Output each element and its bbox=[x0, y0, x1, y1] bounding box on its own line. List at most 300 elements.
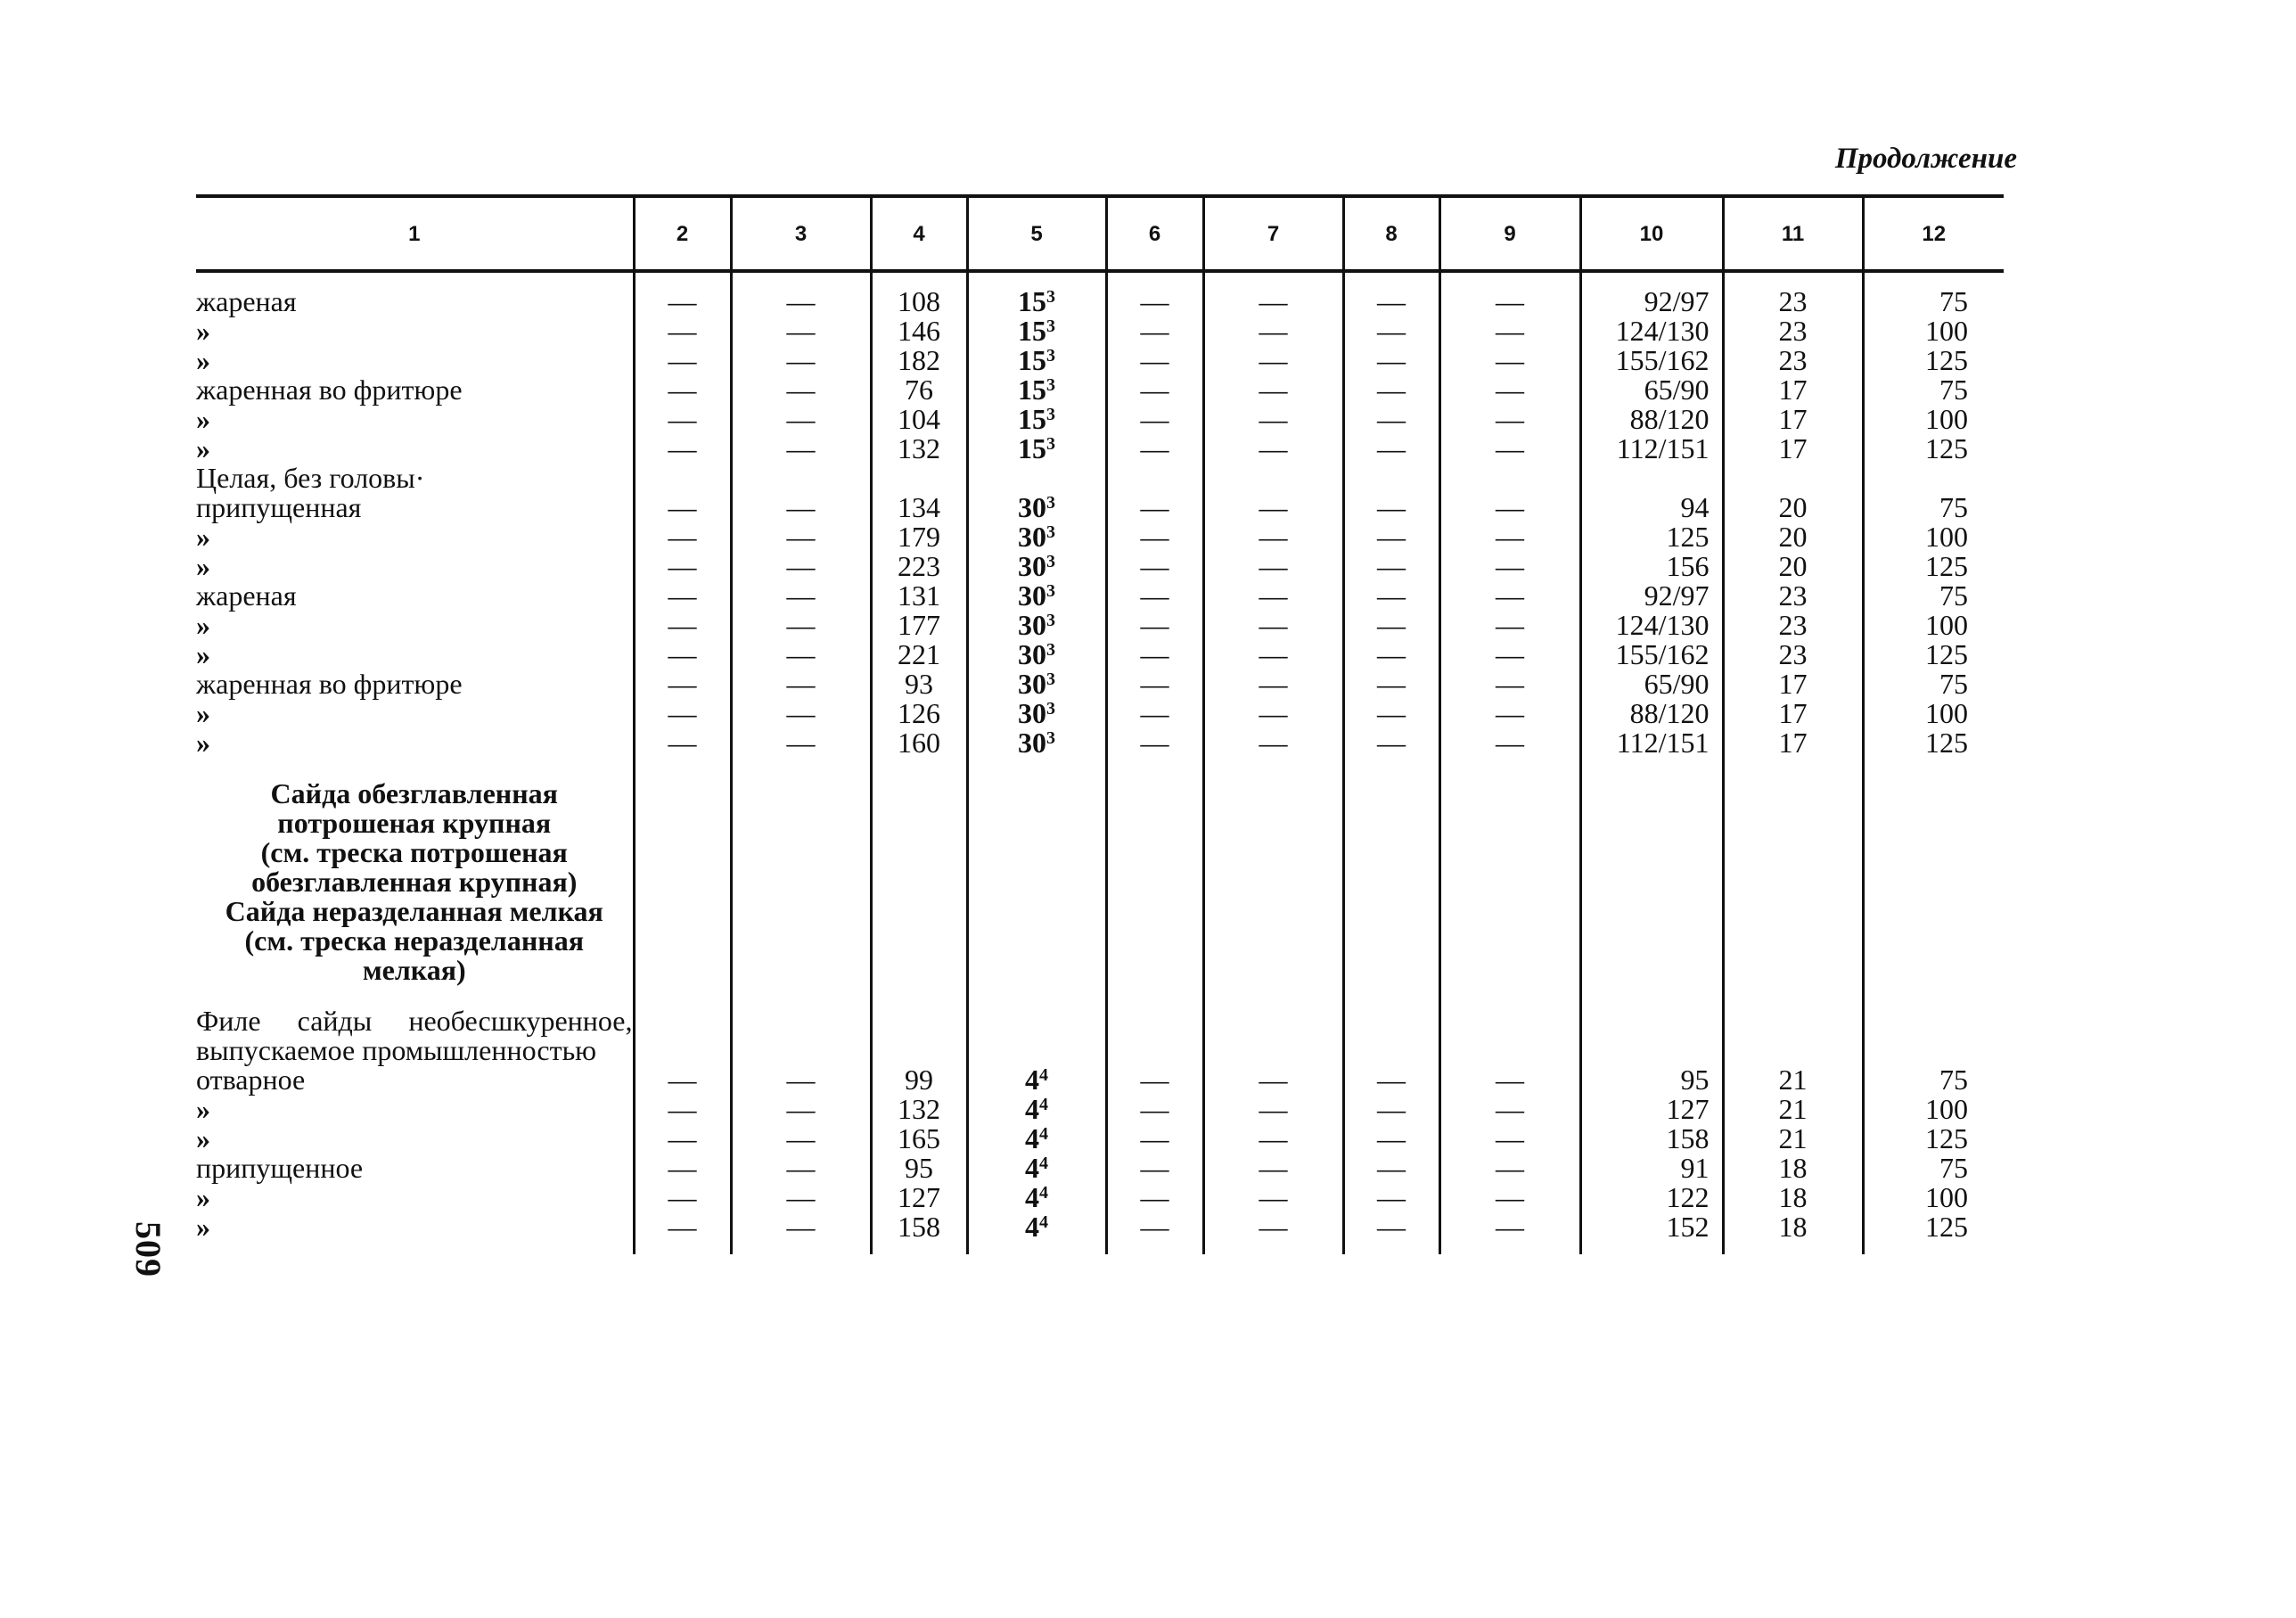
cell-c12: 100 bbox=[1863, 1183, 2004, 1212]
footnote-marker: 3 bbox=[1046, 669, 1055, 689]
dash-cell: — bbox=[1439, 1212, 1580, 1242]
footnote-marker: 3 bbox=[1046, 375, 1055, 395]
dash-cell: — bbox=[1439, 611, 1580, 640]
cell-c10: 95 bbox=[1580, 1065, 1723, 1095]
cell-c5 bbox=[967, 1154, 1106, 1183]
table-row bbox=[196, 1212, 2004, 1242]
ditto-mark: » bbox=[196, 1181, 210, 1213]
cell-c12: 125 bbox=[1863, 1212, 2004, 1242]
row-label: припущенное bbox=[196, 1152, 364, 1184]
cell-c10: 65/90 bbox=[1580, 669, 1723, 699]
ditto-mark: » bbox=[196, 403, 210, 435]
reference-line: Сайда неразделанная мелкая bbox=[225, 895, 603, 927]
dash-cell: — bbox=[1106, 405, 1203, 434]
dash-cell: — bbox=[1343, 611, 1439, 640]
cell-c5-value: 30 bbox=[1018, 491, 1046, 523]
dash-cell: — bbox=[1106, 287, 1203, 316]
cell-c11: 23 bbox=[1723, 640, 1863, 669]
table-row bbox=[196, 1124, 2004, 1154]
dash-cell: — bbox=[1203, 640, 1343, 669]
cell-c11: 18 bbox=[1723, 1154, 1863, 1183]
table-row bbox=[196, 728, 2004, 758]
cell-c4: 146 bbox=[871, 316, 967, 346]
empty-cell bbox=[1106, 464, 1203, 493]
cell-c4: 177 bbox=[871, 611, 967, 640]
nutrition-table bbox=[196, 194, 2004, 1254]
cell-c5 bbox=[967, 287, 1106, 316]
cell-c10: 124/130 bbox=[1580, 316, 1723, 346]
dash-cell: — bbox=[1203, 522, 1343, 552]
column-header: 12 bbox=[1863, 196, 2004, 271]
empty-cell bbox=[967, 779, 1106, 985]
empty-cell bbox=[1343, 1006, 1439, 1065]
reference-line: потрошеная крупная bbox=[277, 807, 552, 839]
cell-c12: 100 bbox=[1863, 699, 2004, 728]
cell-c12: 75 bbox=[1863, 1065, 2004, 1095]
dash-cell: — bbox=[1439, 1095, 1580, 1124]
dash-cell: — bbox=[1203, 1154, 1343, 1183]
dash-cell: — bbox=[1439, 493, 1580, 522]
cell-c5 bbox=[967, 1212, 1106, 1242]
dash-cell: — bbox=[634, 669, 731, 699]
dash-cell: — bbox=[1439, 699, 1580, 728]
cell-c4: 165 bbox=[871, 1124, 967, 1154]
cell-c12: 75 bbox=[1863, 493, 2004, 522]
cell-c5 bbox=[967, 611, 1106, 640]
dash-cell: — bbox=[634, 699, 731, 728]
empty-cell bbox=[634, 464, 731, 493]
ditto-mark: » bbox=[196, 638, 210, 670]
table-row bbox=[196, 434, 2004, 464]
column-header: 1 bbox=[196, 196, 634, 271]
dash-cell: — bbox=[1343, 669, 1439, 699]
ditto-mark: » bbox=[196, 1093, 210, 1125]
dash-cell: — bbox=[1343, 287, 1439, 316]
cell-c11: 21 bbox=[1723, 1095, 1863, 1124]
empty-cell bbox=[731, 1006, 871, 1065]
cell-c11: 23 bbox=[1723, 287, 1863, 316]
cell-c5-value: 30 bbox=[1018, 550, 1046, 582]
cell-c11: 23 bbox=[1723, 316, 1863, 346]
dash-cell: — bbox=[634, 1183, 731, 1212]
cell-c12: 100 bbox=[1863, 611, 2004, 640]
dash-cell: — bbox=[1439, 728, 1580, 758]
cell-c12: 125 bbox=[1863, 434, 2004, 464]
dash-cell: — bbox=[731, 581, 871, 611]
dash-cell: — bbox=[1203, 405, 1343, 434]
dash-cell: — bbox=[1343, 1154, 1439, 1183]
dash-cell: — bbox=[634, 1212, 731, 1242]
dash-cell: — bbox=[1203, 611, 1343, 640]
cell-c12: 75 bbox=[1863, 669, 2004, 699]
dash-cell: — bbox=[1106, 581, 1203, 611]
dash-cell: — bbox=[1106, 728, 1203, 758]
dash-cell: — bbox=[1203, 1183, 1343, 1212]
product-description: Филе сайды необесшкуренное, выпускаемое промышленностью bbox=[196, 1005, 633, 1066]
cell-c5-value: 30 bbox=[1018, 579, 1046, 612]
cell-c10: 92/97 bbox=[1580, 287, 1723, 316]
dash-cell: — bbox=[1203, 699, 1343, 728]
cell-c11: 17 bbox=[1723, 728, 1863, 758]
dash-cell: — bbox=[1439, 1183, 1580, 1212]
table-row bbox=[196, 346, 2004, 375]
empty-cell bbox=[1439, 779, 1580, 985]
cell-c11: 17 bbox=[1723, 669, 1863, 699]
cell-c10: 155/162 bbox=[1580, 346, 1723, 375]
dash-cell: — bbox=[1343, 1124, 1439, 1154]
dash-cell: — bbox=[634, 346, 731, 375]
empty-cell bbox=[731, 464, 871, 493]
cell-c5-value: 30 bbox=[1018, 521, 1046, 553]
dash-cell: — bbox=[1106, 699, 1203, 728]
footnote-marker: 4 bbox=[1039, 1183, 1048, 1203]
cell-c10: 152 bbox=[1580, 1212, 1723, 1242]
footnote-marker: 4 bbox=[1039, 1212, 1048, 1232]
dash-cell: — bbox=[1343, 552, 1439, 581]
empty-cell bbox=[731, 779, 871, 985]
dash-cell: — bbox=[1439, 522, 1580, 552]
cell-c4: 182 bbox=[871, 346, 967, 375]
column-header: 2 bbox=[634, 196, 731, 271]
cell-c11: 21 bbox=[1723, 1065, 1863, 1095]
empty-cell bbox=[871, 464, 967, 493]
empty-cell bbox=[1106, 779, 1203, 985]
cell-c5 bbox=[967, 405, 1106, 434]
dash-cell: — bbox=[1106, 1065, 1203, 1095]
ditto-mark: » bbox=[196, 1211, 210, 1243]
empty-cell bbox=[967, 464, 1106, 493]
dash-cell: — bbox=[1343, 375, 1439, 405]
cell-c12: 125 bbox=[1863, 346, 2004, 375]
footnote-marker: 3 bbox=[1046, 287, 1055, 307]
cell-c10: 124/130 bbox=[1580, 611, 1723, 640]
dash-cell: — bbox=[1106, 611, 1203, 640]
dash-cell: — bbox=[1343, 1095, 1439, 1124]
cell-c5 bbox=[967, 1183, 1106, 1212]
dash-cell: — bbox=[634, 1154, 731, 1183]
cell-c5 bbox=[967, 522, 1106, 552]
dash-cell: — bbox=[731, 493, 871, 522]
table-row bbox=[196, 405, 2004, 434]
dash-cell: — bbox=[1343, 640, 1439, 669]
cell-c4: 93 bbox=[871, 669, 967, 699]
cell-c4: 76 bbox=[871, 375, 967, 405]
dash-cell: — bbox=[731, 1065, 871, 1095]
dash-cell: — bbox=[731, 405, 871, 434]
table-row bbox=[196, 316, 2004, 346]
table-header-row bbox=[196, 196, 2004, 271]
dash-cell: — bbox=[1203, 316, 1343, 346]
cell-c4: 221 bbox=[871, 640, 967, 669]
dash-cell: — bbox=[1106, 316, 1203, 346]
dash-cell: — bbox=[1343, 316, 1439, 346]
cell-c5 bbox=[967, 1095, 1106, 1124]
cell-c5-value: 30 bbox=[1018, 727, 1046, 759]
table-row bbox=[196, 522, 2004, 552]
cell-c11: 21 bbox=[1723, 1124, 1863, 1154]
dash-cell: — bbox=[731, 1154, 871, 1183]
cell-c11: 18 bbox=[1723, 1212, 1863, 1242]
cell-c10: 155/162 bbox=[1580, 640, 1723, 669]
column-header: 10 bbox=[1580, 196, 1723, 271]
footnote-marker: 4 bbox=[1039, 1095, 1048, 1114]
empty-cell bbox=[1203, 779, 1343, 985]
dash-cell: — bbox=[1203, 728, 1343, 758]
cell-c10: 88/120 bbox=[1580, 699, 1723, 728]
dash-cell: — bbox=[1203, 669, 1343, 699]
cell-c5 bbox=[967, 552, 1106, 581]
dash-cell: — bbox=[634, 640, 731, 669]
column-header: 7 bbox=[1203, 196, 1343, 271]
cell-c5 bbox=[967, 581, 1106, 611]
table-row bbox=[196, 1006, 2004, 1065]
cell-c5-value: 15 bbox=[1018, 315, 1046, 347]
empty-cell bbox=[1439, 464, 1580, 493]
dash-cell: — bbox=[731, 728, 871, 758]
dash-cell: — bbox=[634, 375, 731, 405]
table-row bbox=[196, 581, 2004, 611]
dash-cell: — bbox=[1343, 434, 1439, 464]
ditto-mark: » bbox=[196, 550, 210, 582]
dash-cell: — bbox=[634, 552, 731, 581]
dash-cell: — bbox=[1203, 1095, 1343, 1124]
dash-cell: — bbox=[1106, 493, 1203, 522]
empty-cell bbox=[871, 779, 967, 985]
cell-c4: 179 bbox=[871, 522, 967, 552]
cell-c10: 112/151 bbox=[1580, 434, 1723, 464]
cell-c5 bbox=[967, 1124, 1106, 1154]
cell-c5 bbox=[967, 375, 1106, 405]
cell-c10: 125 bbox=[1580, 522, 1723, 552]
cell-c12: 75 bbox=[1863, 287, 2004, 316]
cell-c5 bbox=[967, 434, 1106, 464]
cell-c5 bbox=[967, 699, 1106, 728]
footnote-marker: 3 bbox=[1046, 346, 1055, 365]
cell-c12: 125 bbox=[1863, 552, 2004, 581]
dash-cell: — bbox=[731, 1095, 871, 1124]
cell-c5-value: 15 bbox=[1018, 403, 1046, 435]
dash-cell: — bbox=[1343, 522, 1439, 552]
cell-c11: 20 bbox=[1723, 522, 1863, 552]
cell-c12: 75 bbox=[1863, 581, 2004, 611]
cell-c4: 126 bbox=[871, 699, 967, 728]
cell-c5 bbox=[967, 316, 1106, 346]
dash-cell: — bbox=[1106, 1124, 1203, 1154]
table-row bbox=[196, 1065, 2004, 1095]
cell-c4: 131 bbox=[871, 581, 967, 611]
reference-line: (см. треска неразделанная bbox=[244, 924, 585, 957]
dash-cell: — bbox=[1343, 346, 1439, 375]
dash-cell: — bbox=[1203, 1124, 1343, 1154]
ditto-mark: » bbox=[196, 609, 210, 641]
dash-cell: — bbox=[1203, 493, 1343, 522]
table-row bbox=[196, 1095, 2004, 1124]
cell-c5 bbox=[967, 669, 1106, 699]
dash-cell: — bbox=[1343, 1212, 1439, 1242]
dash-cell: — bbox=[1439, 1124, 1580, 1154]
dash-cell: — bbox=[731, 699, 871, 728]
cell-c11: 17 bbox=[1723, 375, 1863, 405]
dash-cell: — bbox=[1106, 346, 1203, 375]
empty-cell bbox=[1580, 1006, 1723, 1065]
cell-c4: 108 bbox=[871, 287, 967, 316]
empty-cell bbox=[1723, 779, 1863, 985]
cell-c4: 134 bbox=[871, 493, 967, 522]
cell-c10: 112/151 bbox=[1580, 728, 1723, 758]
dash-cell: — bbox=[634, 316, 731, 346]
table-row bbox=[196, 493, 2004, 522]
table-body bbox=[196, 271, 2004, 1254]
table-row bbox=[196, 287, 2004, 316]
empty-cell bbox=[634, 779, 731, 985]
dash-cell: — bbox=[1439, 1154, 1580, 1183]
cell-c4: 132 bbox=[871, 434, 967, 464]
dash-cell: — bbox=[634, 405, 731, 434]
dash-cell: — bbox=[731, 1124, 871, 1154]
reference-line: (см. треска потрошеная bbox=[260, 836, 568, 868]
cell-c4: 127 bbox=[871, 1183, 967, 1212]
dash-cell: — bbox=[634, 287, 731, 316]
cell-c10: 65/90 bbox=[1580, 375, 1723, 405]
continuation-label: Продолжение bbox=[1834, 143, 2017, 175]
footnote-marker: 3 bbox=[1046, 405, 1055, 424]
row-label: жаренная во фритюре bbox=[196, 668, 463, 700]
footnote-marker: 4 bbox=[1039, 1065, 1048, 1085]
cell-c10: 122 bbox=[1580, 1183, 1723, 1212]
ditto-mark: » bbox=[196, 727, 210, 759]
footnote-marker: 3 bbox=[1046, 552, 1055, 571]
cell-c5 bbox=[967, 640, 1106, 669]
dash-cell: — bbox=[1203, 434, 1343, 464]
cell-c5-value: 4 bbox=[1025, 1122, 1039, 1154]
dash-cell: — bbox=[1106, 1183, 1203, 1212]
dash-cell: — bbox=[1343, 405, 1439, 434]
empty-cell bbox=[1580, 464, 1723, 493]
dash-cell: — bbox=[1203, 1212, 1343, 1242]
cell-c11: 18 bbox=[1723, 1183, 1863, 1212]
dash-cell: — bbox=[1439, 434, 1580, 464]
dash-cell: — bbox=[1203, 581, 1343, 611]
empty-cell bbox=[634, 1006, 731, 1065]
empty-cell bbox=[1343, 779, 1439, 985]
dash-cell: — bbox=[1203, 1065, 1343, 1095]
column-header: 5 bbox=[967, 196, 1106, 271]
dash-cell: — bbox=[1343, 1065, 1439, 1095]
table-row bbox=[196, 552, 2004, 581]
reference-line: обезглавленная крупная) bbox=[251, 866, 578, 898]
dash-cell: — bbox=[1343, 493, 1439, 522]
column-header: 4 bbox=[871, 196, 967, 271]
cell-c10: 91 bbox=[1580, 1154, 1723, 1183]
dash-cell: — bbox=[1439, 316, 1580, 346]
footnote-marker: 3 bbox=[1046, 493, 1055, 513]
ditto-mark: » bbox=[196, 344, 210, 376]
cell-c11: 17 bbox=[1723, 405, 1863, 434]
dash-cell: — bbox=[1439, 552, 1580, 581]
dash-cell: — bbox=[1439, 640, 1580, 669]
cell-c12: 75 bbox=[1863, 1154, 2004, 1183]
empty-cell bbox=[1203, 464, 1343, 493]
empty-cell bbox=[1723, 1006, 1863, 1065]
cell-c4: 223 bbox=[871, 552, 967, 581]
cell-c12: 100 bbox=[1863, 1095, 2004, 1124]
empty-cell bbox=[1343, 464, 1439, 493]
cell-c5-value: 4 bbox=[1025, 1211, 1039, 1243]
column-header: 6 bbox=[1106, 196, 1203, 271]
dash-cell: — bbox=[1106, 522, 1203, 552]
dash-cell: — bbox=[731, 316, 871, 346]
dash-cell: — bbox=[1439, 669, 1580, 699]
cell-c5-value: 15 bbox=[1018, 344, 1046, 376]
reference-note bbox=[196, 779, 634, 985]
dash-cell: — bbox=[731, 640, 871, 669]
row-label: отварное bbox=[196, 1064, 306, 1096]
dash-cell: — bbox=[1439, 405, 1580, 434]
column-header: 8 bbox=[1343, 196, 1439, 271]
column-header: 3 bbox=[731, 196, 871, 271]
dash-cell: — bbox=[1106, 1212, 1203, 1242]
footnote-marker: 4 bbox=[1039, 1124, 1048, 1144]
cell-c4: 158 bbox=[871, 1212, 967, 1242]
cell-c5-value: 30 bbox=[1018, 638, 1046, 670]
column-header: 9 bbox=[1439, 196, 1580, 271]
reference-line: мелкая) bbox=[362, 954, 466, 986]
dash-cell: — bbox=[1203, 287, 1343, 316]
dash-cell: — bbox=[731, 669, 871, 699]
page-number: 509 bbox=[128, 1221, 168, 1277]
cell-c12: 125 bbox=[1863, 1124, 2004, 1154]
empty-cell bbox=[1203, 1006, 1343, 1065]
empty-cell bbox=[1580, 779, 1723, 985]
dash-cell: — bbox=[1106, 552, 1203, 581]
cell-c11: 20 bbox=[1723, 552, 1863, 581]
dash-cell: — bbox=[731, 1212, 871, 1242]
row-label: припущенная bbox=[196, 491, 362, 523]
dash-cell: — bbox=[1106, 434, 1203, 464]
cell-c12: 100 bbox=[1863, 316, 2004, 346]
dash-cell: — bbox=[1203, 346, 1343, 375]
empty-cell bbox=[1439, 1006, 1580, 1065]
cell-c11: 17 bbox=[1723, 699, 1863, 728]
dash-cell: — bbox=[634, 493, 731, 522]
dash-cell: — bbox=[1203, 375, 1343, 405]
dash-cell: — bbox=[731, 287, 871, 316]
cell-c4: 95 bbox=[871, 1154, 967, 1183]
table-row bbox=[196, 669, 2004, 699]
dash-cell: — bbox=[731, 375, 871, 405]
dash-cell: — bbox=[1106, 640, 1203, 669]
dash-cell: — bbox=[634, 728, 731, 758]
cell-c5-value: 15 bbox=[1018, 432, 1046, 464]
cell-c4: 99 bbox=[871, 1065, 967, 1095]
cell-c11: 23 bbox=[1723, 581, 1863, 611]
dash-cell: — bbox=[731, 611, 871, 640]
reference-row bbox=[196, 779, 2004, 985]
dash-cell: — bbox=[634, 611, 731, 640]
footnote-marker: 3 bbox=[1046, 728, 1055, 748]
table-row bbox=[196, 1183, 2004, 1212]
cell-c12: 125 bbox=[1863, 728, 2004, 758]
cell-c5-value: 30 bbox=[1018, 609, 1046, 641]
footnote-marker: 3 bbox=[1046, 699, 1055, 719]
table-row bbox=[196, 640, 2004, 669]
cell-c10: 127 bbox=[1580, 1095, 1723, 1124]
footnote-marker: 3 bbox=[1046, 522, 1055, 542]
cell-c5 bbox=[967, 346, 1106, 375]
ditto-mark: » bbox=[196, 1122, 210, 1154]
dash-cell: — bbox=[634, 1095, 731, 1124]
ditto-mark: » bbox=[196, 697, 210, 729]
